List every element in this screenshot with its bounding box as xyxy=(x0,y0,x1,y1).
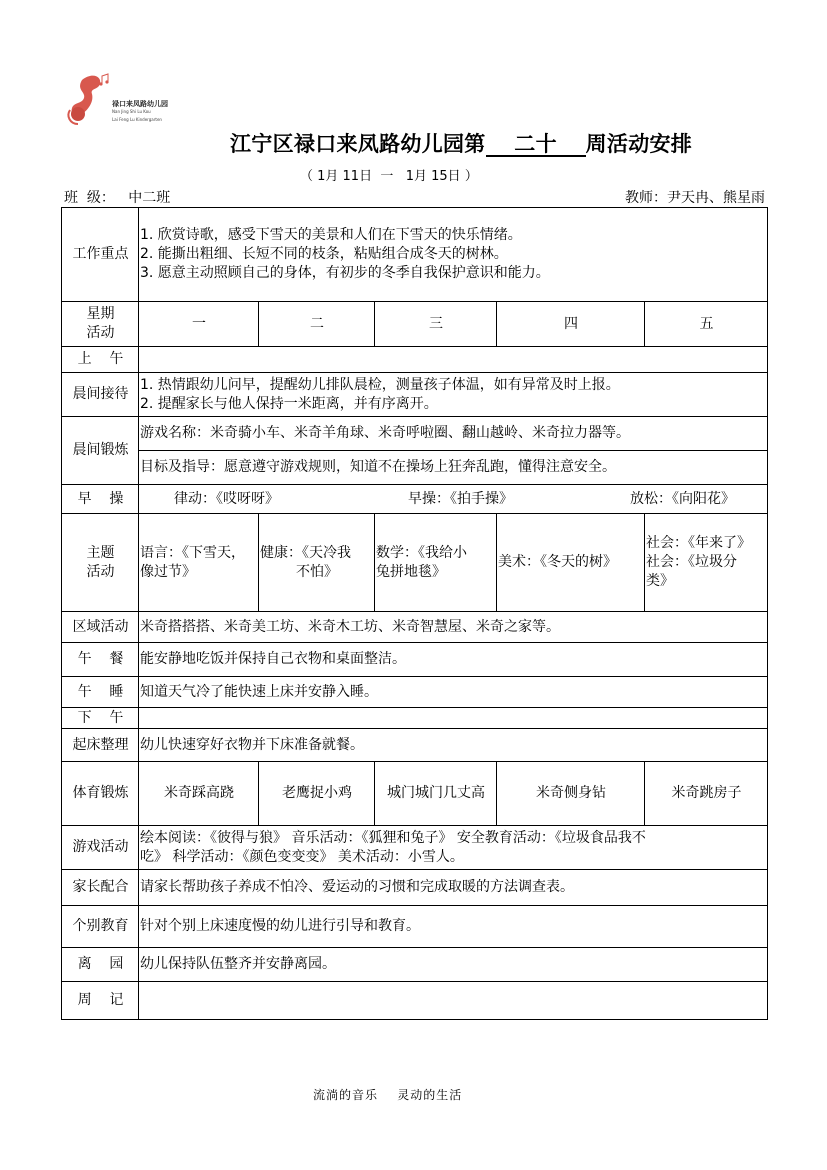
individual-row xyxy=(62,906,768,948)
work-focus-row xyxy=(62,208,768,302)
pe-fri: 米奇跳房子 xyxy=(645,762,768,826)
logo-pinyin-1: Nan Jing Shi Lu Kou xyxy=(112,109,151,114)
theme-tue-line: 健康：《天冷我 xyxy=(260,544,351,561)
work-focus-label: 工作重点 xyxy=(62,208,139,302)
exercise-label: 晨间锻炼 xyxy=(62,417,139,485)
logo-pinyin-2: Lai Feng Lu Kindergarten xyxy=(112,117,162,122)
parents-row xyxy=(62,870,768,906)
footer-slogan: 流淌的音乐 灵动的生活 xyxy=(313,1088,463,1102)
morning-content xyxy=(139,347,768,373)
afternoon-label: 下 午 xyxy=(62,708,139,729)
theme-mon-line: 语言：《下雪天， xyxy=(140,544,245,561)
title-prefix: 江宁区禄口来凤路幼儿园第 xyxy=(230,131,486,156)
parents-text: 请家长帮助孩子养成不怕冷、爱运动的习惯和完成取暖的方法调查表。 xyxy=(139,870,768,906)
lunch-label: 午 餐 xyxy=(62,643,139,677)
work-focus-item: 2. 能撕出粗细、长短不同的枝条，粘贴组合成冬天的树林。 xyxy=(140,246,508,262)
area-text: 米奇搭搭搭、米奇美工坊、米奇木工坊、米奇智慧屋、米奇之家等。 xyxy=(139,612,768,643)
logo-text xyxy=(112,100,168,124)
relax-text: 放松：《向阳花》 xyxy=(630,490,735,507)
parents-label: 家长配合 xyxy=(62,870,139,906)
games-line: 吃》 科学活动：《颜色变变变》 美术活动：小雪人。 xyxy=(140,848,464,865)
lunch-text: 能安静地吃饭并保持自己衣物和桌面整洁。 xyxy=(139,643,768,677)
reception-item: 1. 热情跟幼儿问早，提醒幼儿排队晨检，测量孩子体温，如有异常及时上报。 xyxy=(140,376,620,393)
rhythm-text: 律动：《哎呀呀》 xyxy=(174,490,279,507)
exercise-games: 游戏名称：米奇骑小车、米奇羊角球、米奇呼啦圈、翻山越岭、米奇拉力器等。 xyxy=(139,417,768,451)
afternoon-content xyxy=(139,708,768,729)
morning-exercise-row xyxy=(62,485,768,514)
work-focus-item: 3. 愿意主动照顾自己的身体，有初步的冬季自我保护意识和能力。 xyxy=(140,265,550,281)
theme-mon-line: 像过节》 xyxy=(140,563,196,580)
games-row xyxy=(62,826,768,870)
individual-label: 个别教育 xyxy=(62,906,139,948)
leave-text: 幼儿保持队伍整齐并安静离园。 xyxy=(139,948,768,982)
nap-text: 知道天气冷了能快速上床并安静入睡。 xyxy=(139,677,768,708)
theme-thu xyxy=(497,514,645,612)
weekday-tue: 二 xyxy=(259,302,375,347)
afternoon-row xyxy=(62,708,768,729)
leave-row xyxy=(62,948,768,982)
work-focus-content xyxy=(139,208,768,302)
theme-label-line: 活动 xyxy=(86,563,115,580)
leave-label: 离 园 xyxy=(62,948,139,982)
morning-exercise-content xyxy=(139,485,768,514)
page-title xyxy=(230,128,692,158)
theme-label-line: 主题 xyxy=(86,544,115,561)
teacher-info: 教师：尹天冉、熊星雨 xyxy=(625,190,765,206)
weekly-notes-row xyxy=(62,982,768,1020)
theme-tue-line: 不怕》 xyxy=(296,563,338,580)
reception-label: 晨间接待 xyxy=(62,373,139,417)
theme-fri-line: 社会：《年来了》 xyxy=(646,535,751,551)
theme-fri-line: 类》 xyxy=(646,573,674,589)
theme-mon xyxy=(139,514,259,612)
pe-tue: 老鹰捉小鸡 xyxy=(259,762,375,826)
exercise-goals: 目标及指导：愿意遵守游戏规则，知道不在操场上狂奔乱跑，懂得注意安全。 xyxy=(139,451,768,485)
games-line: 绘本阅读：《彼得与狼》 音乐活动：《狐狸和兔子》 安全教育活动：《垃圾食品我不 xyxy=(140,829,646,846)
nap-label: 午 睡 xyxy=(62,677,139,708)
games-label: 游戏活动 xyxy=(62,826,139,870)
nap-row xyxy=(62,677,768,708)
weekday-wed: 三 xyxy=(375,302,497,347)
theme-fri xyxy=(645,514,768,612)
theme-row xyxy=(62,514,768,612)
theme-label xyxy=(62,514,139,612)
area-row xyxy=(62,612,768,643)
weekday-activity-label xyxy=(62,302,139,347)
weekday-thu: 四 xyxy=(497,302,645,347)
morning-exercise-label: 早 操 xyxy=(62,485,139,514)
reception-row xyxy=(62,373,768,417)
wakeup-row xyxy=(62,729,768,762)
theme-fri-line: 社会：《垃圾分 xyxy=(646,554,737,570)
logo-name: 禄口来凤路幼儿园 xyxy=(112,100,168,108)
weekly-notes-text[interactable] xyxy=(139,982,768,1020)
wakeup-label: 起床整理 xyxy=(62,729,139,762)
theme-tue xyxy=(259,514,375,612)
weekday-fri: 五 xyxy=(645,302,768,347)
theme-thu-line: 美术：《冬天的树》 xyxy=(498,554,617,570)
theme-wed-line: 兔拼地毯》 xyxy=(376,563,446,580)
lunch-row xyxy=(62,643,768,677)
wakeup-text: 幼儿快速穿好衣物并下床准备就餐。 xyxy=(139,729,768,762)
date-range: （ 1月 11日 一 1月 15日 ） xyxy=(300,169,478,184)
individual-text: 针对个别上床速度慢的幼儿进行引导和教育。 xyxy=(139,906,768,948)
weekday-header-row xyxy=(62,302,768,347)
weekday-mon: 一 xyxy=(139,302,259,347)
title-suffix: 周活动安排 xyxy=(585,131,693,156)
morning-label: 上 午 xyxy=(62,347,139,373)
pe-thu: 米奇侧身钻 xyxy=(497,762,645,826)
week-number: 二十 xyxy=(486,133,586,157)
pe-mon: 米奇踩高跷 xyxy=(139,762,259,826)
area-label: 区域活动 xyxy=(62,612,139,643)
exercise-games-row xyxy=(62,417,768,451)
exercise-text: 早操：《拍手操》 xyxy=(408,490,513,507)
reception-content xyxy=(139,373,768,417)
reception-item: 2. 提醒家长与他人保持一米距离，并有序离开。 xyxy=(140,395,438,412)
theme-wed-line: 数学：《我给小 xyxy=(376,544,467,561)
theme-wed xyxy=(375,514,497,612)
games-content xyxy=(139,826,768,870)
work-focus-item: 1. 欣赏诗歌，感受下雪天的美景和人们在下雪天的快乐情绪。 xyxy=(140,227,522,243)
pe-label: 体育锻炼 xyxy=(62,762,139,826)
pe-wed: 城门城门几丈高 xyxy=(375,762,497,826)
weekday-label: 星期 xyxy=(86,306,115,322)
exercise-goals-row xyxy=(62,451,768,485)
pe-row xyxy=(62,762,768,826)
schedule-table xyxy=(61,207,768,1020)
class-info: 班 级： 中二班 xyxy=(64,190,171,206)
weekly-notes-label: 周 记 xyxy=(62,982,139,1020)
morning-row xyxy=(62,347,768,373)
activity-label: 活动 xyxy=(86,325,115,341)
